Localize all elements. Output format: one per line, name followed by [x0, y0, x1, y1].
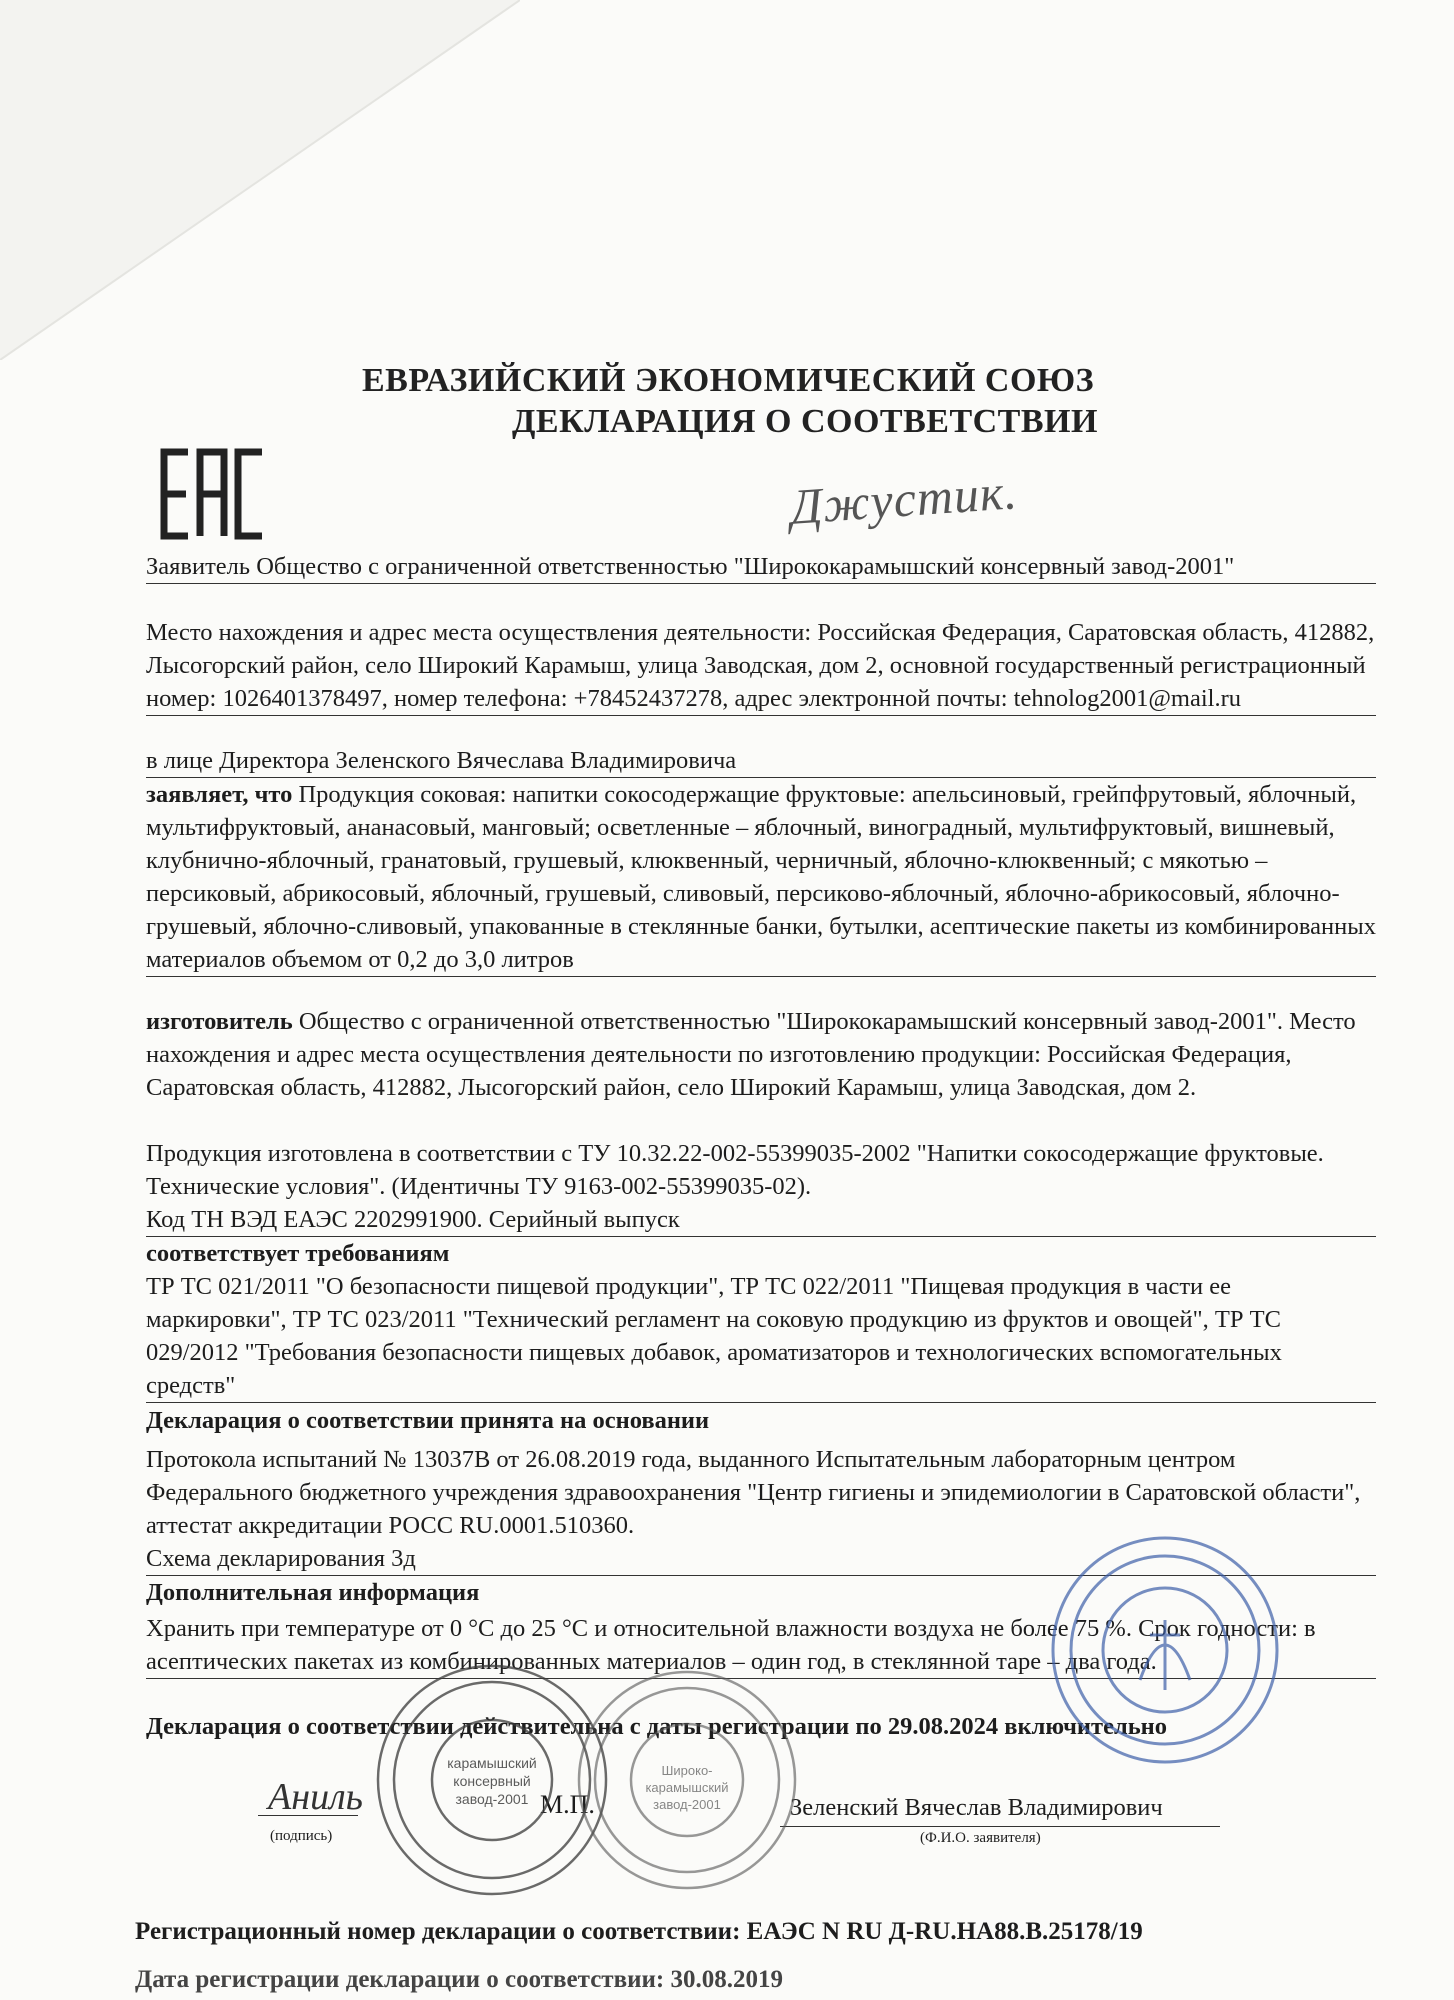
applicant-section — [146, 550, 1376, 584]
basis-text: Протокола испытаний № 13037В от 26.08.2019 года, выданного Испытательным лабораторным центром Федерального бюджетного учреждения здравоохранения "Центр гигиены и эпидемиологии в Саратовской области", аттестат аккредитации РОСС RU.0001.510360. — [146, 1446, 1361, 1539]
eac-logo — [158, 448, 268, 540]
requirements-text: ТР ТС 021/2011 "О безопасности пищевой продукции", ТР ТС 022/2011 "Пищевая продукция в части ее маркировки", ТР ТС 023/2011 "Технический регламент на соковую продукцию из фруктов и овощей", ТР ТС 029/2012 "Требования безопасности пищевых добавок, ароматизаторов и технологических вспомогательных средств" — [146, 1270, 1376, 1403]
svg-text:завод-2001: завод-2001 — [653, 1797, 721, 1812]
signer-name: Зеленский Вячеслав Владимирович — [790, 1794, 1163, 1821]
person-section: в лице Директора Зеленского Вячеслава Владимировича — [146, 744, 1376, 778]
company-stamp-right — [572, 1665, 802, 1895]
svg-text:консервный: консервный — [453, 1773, 531, 1789]
signature-line — [258, 1815, 358, 1816]
declares-text: Продукция соковая: напитки сокосодержащие фруктовые: апельсиновый, грейпфрутовый, яблочный, мультифруктовый, ананасовый, манговый; осветленные – яблочный, виноградный, мультифруктовый, вишневый, клубнично-яблочный, гранатовый, грушевый, клюквенный, черничный, яблочно-клюквенный; с мякотью – персиковый, абрикосовый, яблочный, грушевый, сливовый, персиково-яблочный, яблочно-абрикосовый, яблочно-грушевый, яблочно-сливовый, упакованные в стеклянные банки, бутылки, асептические пакеты из комбинированных материалов объемом от 0,2 до 3,0 литров — [146, 781, 1376, 973]
document-title: ДЕКЛАРАЦИЯ О СООТВЕТСТВИИ — [512, 403, 1098, 440]
validity-text: Декларация о соответствии действительна с даты регистрации по 29.08.2024 включительно — [146, 1713, 1168, 1740]
certification-body-stamp — [1045, 1530, 1285, 1770]
signature-caption: (подпись) — [270, 1828, 333, 1844]
tn-ved-code: Код ТН ВЭД ЕАЭС 2202991900. Серийный выпуск — [146, 1203, 1376, 1237]
address-section: Место нахождения и адрес места осуществления деятельности: Российская Федерация, Саратовская область, 412882, Лысогорский район, село Широкий Карамыш, улица Заводская, дом 2, основной государственный регистрационный номер: 1026401378497, номер телефона: +78452437278, адрес электронной почты: tehnolog2001@mail.ru — [146, 616, 1376, 716]
applicant-label: Заявитель — [146, 553, 251, 580]
svg-text:карамышский: карамышский — [645, 1780, 729, 1795]
requirements-label: соответствует требованиям — [146, 1240, 450, 1267]
handwritten-signature: Аниль — [268, 1776, 363, 1818]
union-title: ЕВРАЗИЙСКИЙ ЭКОНОМИЧЕСКИЙ СОЮЗ — [362, 362, 1095, 399]
registration-date: Дата регистрации декларации о соответствии: 30.08.2019 — [135, 1966, 783, 1993]
additional-label: Дополнительная информация — [146, 1579, 480, 1606]
name-caption: (Ф.И.О. заявителя) — [920, 1830, 1041, 1846]
basis-label: Декларация о соответствии принята на основании — [146, 1407, 710, 1434]
scheme: Схема декларирования 3д — [146, 1542, 1376, 1576]
declares-section — [146, 778, 1376, 977]
manufacturer-label: изготовитель — [146, 1008, 293, 1035]
svg-text:Широко-: Широко- — [661, 1763, 713, 1778]
svg-text:карамышский: карамышский — [447, 1755, 537, 1771]
applicant-text: Общество с ограниченной ответственностью "Ширококарамышский консервный завод-2001" — [256, 553, 1235, 580]
produced-by-standard: Продукция изготовлена в соответствии с ТУ 10.32.22-002-55399035-2002 "Напитки сокосодержащие фруктовые. Технические условия". (Идентичны ТУ 9163-002-55399035-02). — [146, 1140, 1324, 1200]
declares-label: заявляет, что — [146, 781, 293, 808]
handwritten-note: Джустик. — [788, 463, 1020, 535]
additional-text: Хранить при температуре от 0 °С до 25 °С и относительной влажности воздуха не более 75 %. Срок годности: в асептических пакетах из комбинированных материалов – один год, в стеклянной таре – два года. — [146, 1612, 1376, 1679]
registration-number: Регистрационный номер декларации о соответствии: ЕАЭС N RU Д-RU.НА88.В.25178/19 — [135, 1918, 1143, 1945]
name-line — [780, 1826, 1220, 1827]
seal-place: М.П. — [540, 1790, 595, 1819]
paper-fold-shadow — [0, 0, 520, 360]
manufacturer-section — [146, 1005, 1376, 1104]
manufacturer-text: Общество с ограниченной ответственностью "Ширококарамышский консервный завод-2001". Место нахождения и адрес места осуществления деятельности по изготовлению продукции: Российская Федерация, Саратовская область, 412882, Лысогорский район, село Широкий Карамыш, улица Заводская, дом 2. — [146, 1008, 1356, 1101]
svg-text:завод-2001: завод-2001 — [455, 1791, 529, 1807]
